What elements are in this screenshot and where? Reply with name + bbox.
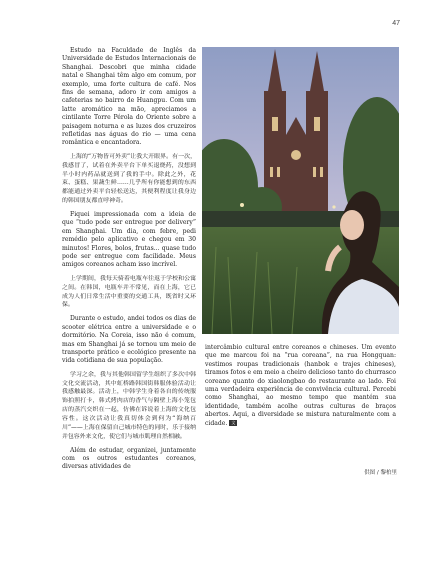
article-left-column xyxy=(62,47,196,477)
end-of-article-mark: 文 xyxy=(231,420,236,426)
paragraph-chinese: 学习之余，我与其他韩国留学生组织了多次中韩文化交流活动，其中虹桥路韩国街韩服体验活动让我感触最深。活动上，中韩学生身着各自的传统服饰拍照打卡，韩式烤肉店的香气与隔壁上海小笼包店的蒸汽交织在一起，仿佛在诉说着上海的文化包容性。这次活动让我真切体会到何为“海纳百川”——上海在保留自己城市特色的同时，乐于接纳并包容外来文化，使它们与城市肌理自然相融。 xyxy=(62,371,196,440)
page-number: 47 xyxy=(392,20,400,27)
paragraph xyxy=(205,344,396,428)
article-right-column xyxy=(205,344,396,433)
article-photo xyxy=(202,47,399,334)
paragraph: Além de estudar, organizei, juntamente com os outros estudantes coreanos, diversas atividades de xyxy=(62,446,196,471)
paragraph-chinese: 上学期间，我每天骑着电瓶车往返于学校和公寓之间。在韩国，电瓶车并不常见，而在上海，它已成为人们日常生活中重要的交通工具，既省时又环保。 xyxy=(62,275,196,309)
photo-credit: 供图 / 黎柏里 xyxy=(364,470,397,476)
paragraph: Fiquei impressionada com a ideia de que “tudo pode ser entregue por delivery” em Shanghai. Um dia, com febre, pedi remédio pelo aplicativo e chegou em 30 minutos! Flores, bolos, frutas... quase tudo pode ser entregue com facilidade. Meus amigos coreanos acham isso incrível. xyxy=(62,211,196,269)
paragraph-chinese: 上海的“万物皆可外卖”让我大开眼界。有一次，我感冒了，试着在外卖平台下单买退烧药，没想到半小时内药品就送到了我的手中。除此之外，花束、蛋糕、果蔬生鲜……几乎所有你能想到的东西都能通过外卖平台轻松送达，其便利程度让我身边的韩国朋友都直呼神奇。 xyxy=(62,153,196,205)
paragraph-text: intercâmbio cultural entre coreanos e chineses. Um evento que me marcou foi na “rua coreana”, na rua Hongquan: vestimos roupas tradicionais (hanbok e trajes chineses), tiramos fotos e em meio a cheiro delicioso tanto do churrasco coreano quanto do xiaolongbao do restaurante ao lado. Foi uma verdadeira experiência de convivência cultural. Percebi como Shanghai, ao mesmo tempo que mantém sua identidade, também acolhe outras culturas de braços abertos. Aqui, a diversidade se mistura naturalmente com a cidade. xyxy=(205,344,397,427)
paragraph: Durante o estudo, andei todos os dias de scooter elétrica entre a universidade e o dormitório. Na Coreia, isso não é comum, mas em Shanghai já se tornou um meio de transporte prático e ecológico presente na vida cotidiana de sua população. xyxy=(62,315,196,365)
paragraph: Estudo na Faculdade de Inglês da Universidade de Estudos Internacionais de Shanghai. Descobri que minha cidade natal e Shanghai têm algo em comum, por exemplo, uma forte cultura de café. Nos fins de semana, adoro ir com amigos a cafeterias no bairro de Huangpu. Com um latte aromático na mão, apreciamos a cintilante Torre Pérola do Oriente sobre a paisagem noturna e as luzes dos cruzeiros refletidas nas águas do rio — uma cena romântica e encantadora. xyxy=(62,47,196,147)
